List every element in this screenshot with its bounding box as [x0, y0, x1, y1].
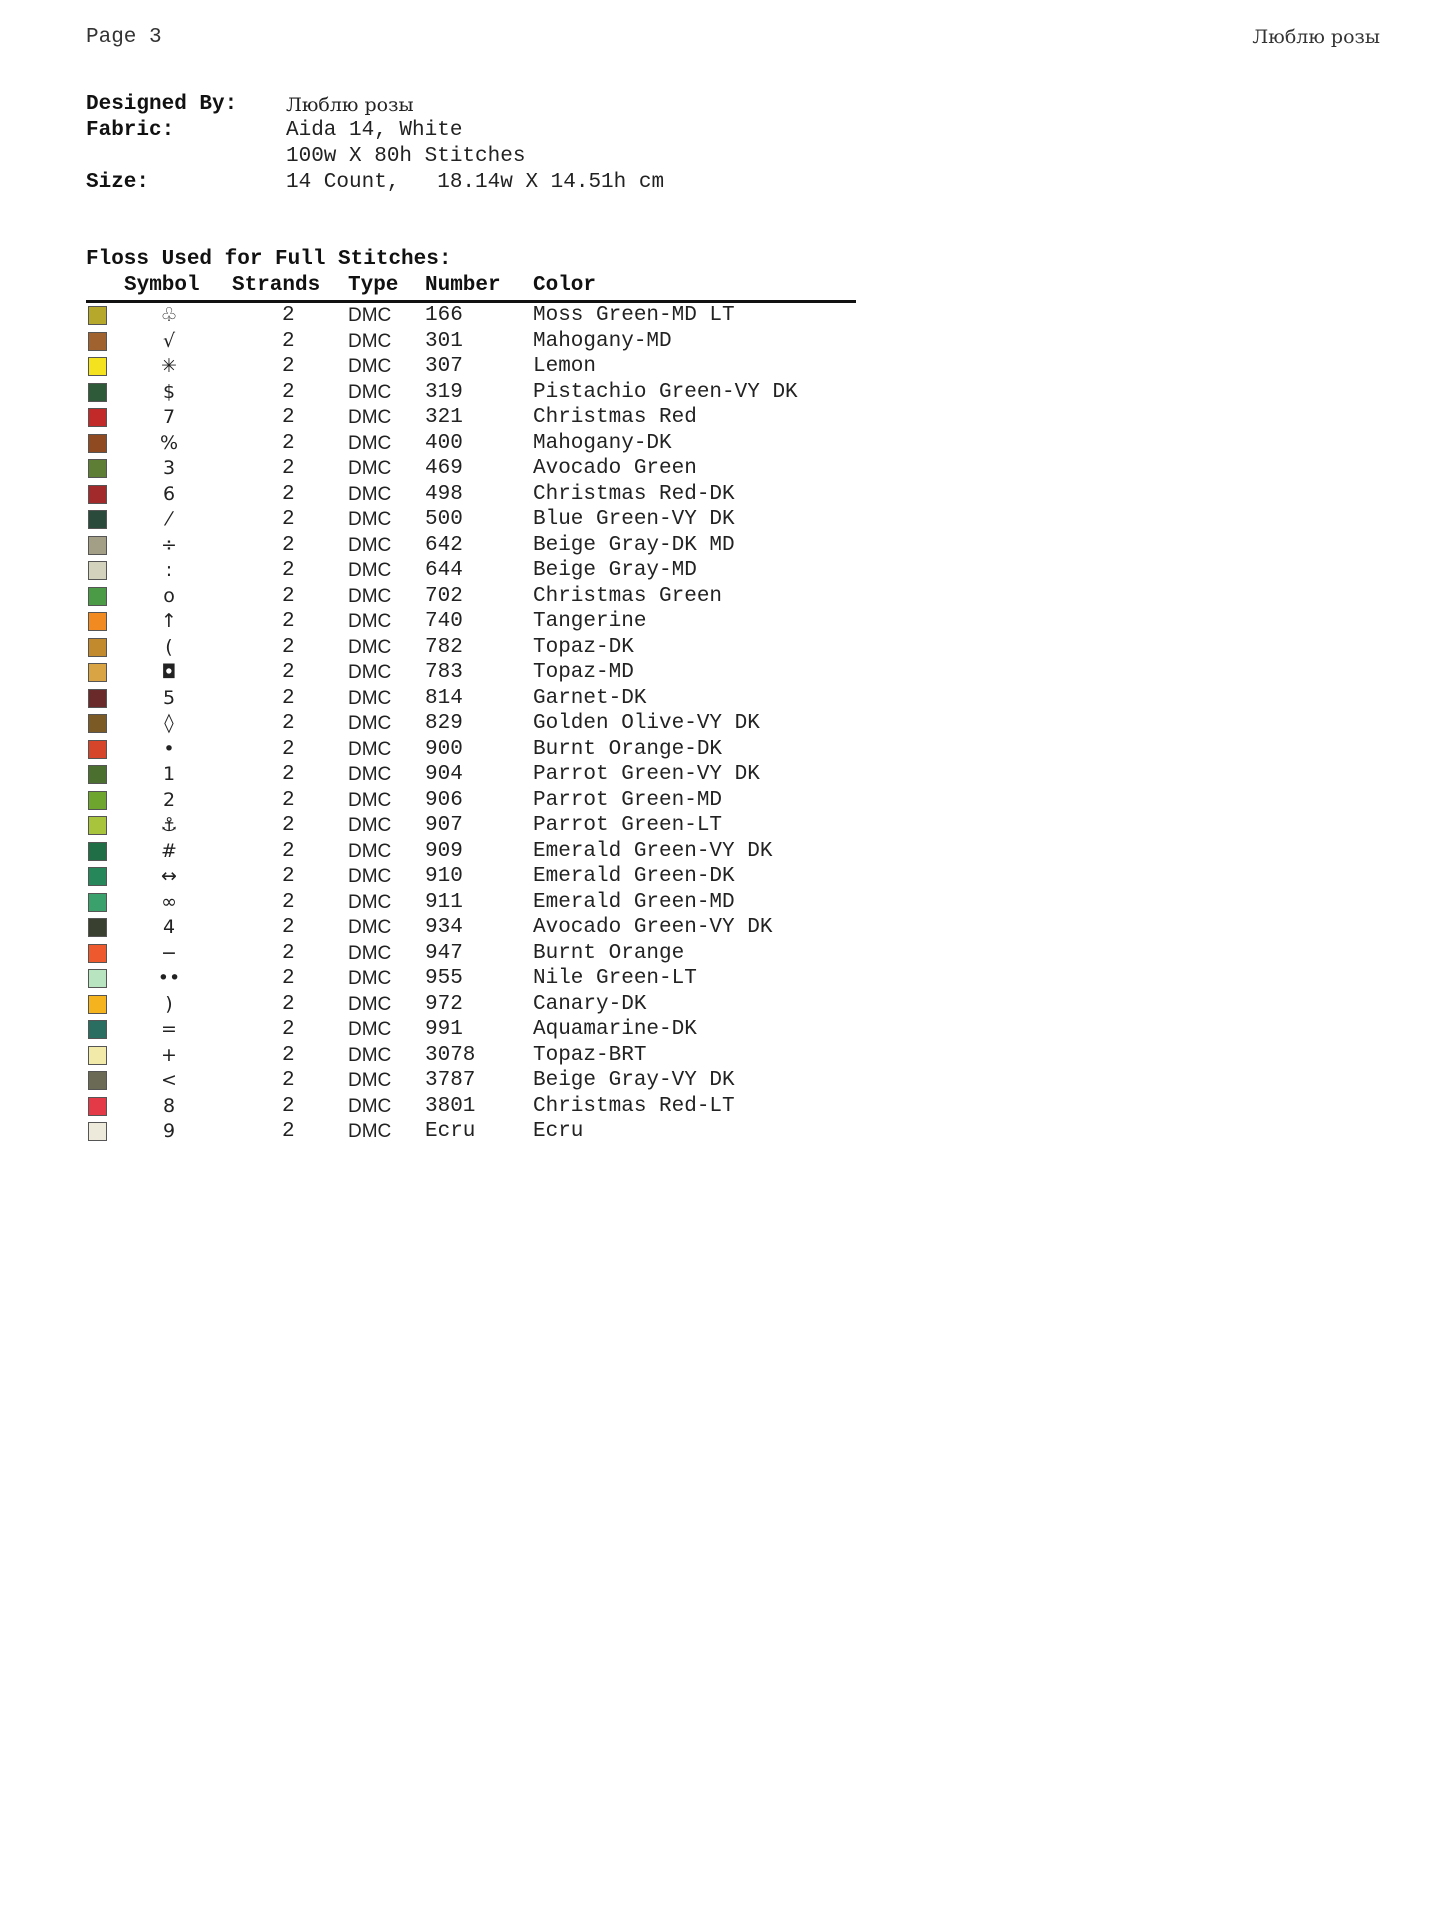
- color-name-cell: Blue Green-VY DK: [533, 508, 735, 531]
- floss-number-cell: 911: [425, 890, 463, 914]
- strands-cell: 2: [282, 533, 295, 557]
- table-row: [86, 966, 856, 992]
- stitch-symbol: 9: [162, 1120, 176, 1142]
- type-cell: DMC: [348, 1095, 392, 1117]
- type-cell: DMC: [348, 789, 392, 811]
- color-swatch: [88, 510, 107, 529]
- stitch-symbol: −: [161, 941, 177, 964]
- type-cell: DMC: [348, 662, 392, 683]
- strands-cell: 2: [282, 304, 295, 327]
- table-row: [86, 941, 856, 967]
- floss-number-cell: 166: [425, 304, 463, 327]
- table-row: [86, 558, 856, 584]
- type-cell: DMC: [348, 407, 392, 428]
- type-cell: DMC: [348, 891, 392, 913]
- type-cell: DMC: [348, 815, 392, 836]
- table-row: [86, 354, 856, 380]
- fabric-row: [86, 118, 664, 144]
- type-cell: DMC: [348, 687, 392, 709]
- color-name-cell: Mahogany-MD: [533, 329, 672, 353]
- color-name-cell: Christmas Red-DK: [533, 482, 735, 506]
- color-swatch: [88, 816, 107, 835]
- stitch-symbol: 4: [162, 916, 176, 938]
- type-cell: DMC: [348, 305, 392, 326]
- strands-cell: 2: [282, 712, 295, 735]
- stitch-symbol: 2: [162, 788, 176, 811]
- table-row: [86, 405, 856, 431]
- color-name-cell: Tangerine: [533, 610, 647, 633]
- table-row: [86, 1043, 856, 1069]
- stitch-symbol: 6: [162, 482, 176, 505]
- strands-cell: 2: [282, 610, 295, 633]
- color-name-cell: Garnet-DK: [533, 686, 647, 710]
- stitch-symbol: √: [162, 329, 176, 352]
- table-row: [86, 839, 856, 865]
- stitch-symbol: ÷: [161, 533, 177, 556]
- floss-number-cell: 740: [425, 610, 463, 633]
- floss-number-cell: Ecru: [425, 1120, 476, 1143]
- color-swatch: [88, 306, 107, 325]
- type-cell: DMC: [348, 585, 392, 607]
- color-swatch: [88, 638, 107, 657]
- color-swatch: [88, 944, 107, 963]
- color-swatch: [88, 1122, 107, 1141]
- floss-number-cell: 909: [425, 839, 463, 863]
- color-name-cell: Moss Green-MD LT: [533, 304, 735, 327]
- floss-number-cell: 829: [425, 712, 463, 735]
- color-swatch: [88, 995, 107, 1014]
- type-cell: DMC: [348, 1070, 392, 1091]
- stitch-symbol: +: [161, 1043, 177, 1066]
- color-name-cell: Christmas Red: [533, 406, 697, 429]
- type-cell: DMC: [348, 942, 392, 964]
- color-name-cell: Ecru: [533, 1120, 584, 1143]
- floss-number-cell: 3787: [425, 1069, 476, 1092]
- color-swatch: [88, 740, 107, 759]
- floss-number-cell: 934: [425, 916, 463, 939]
- table-row: [86, 482, 856, 508]
- color-name-cell: Topaz-MD: [533, 661, 634, 684]
- color-swatch: [88, 1020, 107, 1039]
- strands-cell: 2: [282, 941, 295, 965]
- stitch-symbol: 1: [162, 763, 176, 785]
- strands-cell: 2: [282, 839, 295, 863]
- floss-number-cell: 991: [425, 1018, 463, 1041]
- table-row: [86, 456, 856, 482]
- color-name-cell: Topaz-BRT: [533, 1043, 647, 1067]
- color-name-cell: Golden Olive-VY DK: [533, 712, 760, 735]
- color-name-cell: Pistachio Green-VY DK: [533, 380, 798, 404]
- strands-cell: 2: [282, 788, 295, 812]
- type-cell: DMC: [348, 330, 392, 352]
- table-row: [86, 915, 856, 941]
- floss-number-cell: 3078: [425, 1043, 476, 1067]
- color-swatch: [88, 357, 107, 376]
- page-number: Page 3: [86, 26, 162, 49]
- stitch-symbol: =: [161, 1018, 177, 1040]
- type-cell: DMC: [348, 560, 392, 581]
- table-row: [86, 1017, 856, 1043]
- floss-number-cell: 321: [425, 406, 463, 429]
- stitch-symbol: ⚓: [160, 814, 178, 836]
- table-row: [86, 380, 856, 406]
- color-name-cell: Mahogany-DK: [533, 431, 672, 455]
- table-row: [86, 737, 856, 763]
- size-value: 14 Count, 18.14w X 14.51h cm: [286, 171, 665, 194]
- type-cell: DMC: [348, 1121, 392, 1142]
- floss-number-cell: 907: [425, 814, 463, 837]
- color-swatch: [88, 587, 107, 606]
- table-row: [86, 609, 856, 635]
- color-name-cell: Avocado Green-VY DK: [533, 916, 773, 939]
- table-row: [86, 711, 856, 737]
- strands-cell: 2: [282, 431, 295, 455]
- type-cell: DMC: [348, 611, 392, 632]
- table-row: [86, 686, 856, 712]
- strands-cell: 2: [282, 916, 295, 939]
- type-cell: DMC: [348, 483, 392, 505]
- color-name-cell: Burnt Orange-DK: [533, 737, 723, 761]
- stitch-symbol: <: [161, 1069, 177, 1091]
- floss-number-cell: 814: [425, 686, 463, 710]
- strands-cell: 2: [282, 737, 295, 761]
- stitch-symbol: •: [163, 737, 175, 760]
- color-swatch: [88, 663, 107, 682]
- type-cell: DMC: [348, 993, 392, 1015]
- color-name-cell: Beige Gray-VY DK: [533, 1069, 735, 1092]
- strands-cell: 2: [282, 406, 295, 429]
- strands-cell: 2: [282, 584, 295, 608]
- color-swatch: [88, 434, 107, 453]
- stitch-symbol: ↑: [161, 610, 177, 632]
- color-name-cell: Lemon: [533, 355, 597, 378]
- type-cell: DMC: [348, 1044, 392, 1066]
- strands-cell: 2: [282, 814, 295, 837]
- stitch-symbol: ): [165, 992, 173, 1015]
- size-label: Size:: [86, 171, 150, 194]
- floss-number-cell: 400: [425, 431, 463, 455]
- color-swatch: [88, 536, 107, 555]
- table-row: [86, 1094, 856, 1120]
- floss-number-cell: 782: [425, 635, 463, 659]
- floss-number-cell: 900: [425, 737, 463, 761]
- stitch-symbol: (: [165, 635, 173, 658]
- color-swatch: [88, 1046, 107, 1065]
- strands-cell: 2: [282, 686, 295, 710]
- table-row: [86, 890, 856, 916]
- table-row: [86, 762, 856, 788]
- stitch-symbol: ♧: [160, 304, 178, 326]
- floss-number-cell: 498: [425, 482, 463, 506]
- floss-number-cell: 947: [425, 941, 463, 965]
- strands-cell: 2: [282, 1094, 295, 1118]
- stitch-symbol: 7: [162, 406, 176, 428]
- type-cell: DMC: [348, 432, 392, 454]
- stitch-symbol: ✳: [161, 355, 177, 377]
- stitch-symbol: #: [161, 839, 177, 862]
- floss-number-cell: 904: [425, 763, 463, 786]
- color-name-cell: Emerald Green-DK: [533, 865, 735, 888]
- color-name-cell: Emerald Green-VY DK: [533, 839, 773, 863]
- strands-cell: 2: [282, 635, 295, 659]
- stitch-symbol: ••: [157, 967, 181, 989]
- strands-cell: 2: [282, 1069, 295, 1092]
- strands-cell: 2: [282, 457, 295, 480]
- stitch-symbol: %: [159, 431, 179, 454]
- stitch-symbol: 5: [162, 686, 176, 709]
- fabric-value: Aida 14, White: [286, 119, 463, 142]
- size-row: [86, 170, 664, 196]
- floss-number-cell: 642: [425, 533, 463, 557]
- floss-number-cell: 702: [425, 584, 463, 608]
- stitch-symbol: :: [165, 559, 173, 581]
- table-row: [86, 303, 856, 329]
- color-swatch: [88, 332, 107, 351]
- strands-cell: 2: [282, 380, 295, 404]
- pattern-title: Люблю розы: [1252, 26, 1380, 48]
- strands-cell: 2: [282, 559, 295, 582]
- strands-cell: 2: [282, 508, 295, 531]
- strands-cell: 2: [282, 865, 295, 888]
- color-swatch: [88, 689, 107, 708]
- stitches-row: [86, 144, 664, 170]
- stitch-symbol: 8: [162, 1094, 176, 1117]
- color-name-cell: Nile Green-LT: [533, 967, 697, 990]
- column-header-symbol: Symbol: [124, 274, 200, 297]
- color-swatch: [88, 612, 107, 631]
- type-cell: DMC: [348, 738, 392, 760]
- color-swatch: [88, 791, 107, 810]
- floss-number-cell: 972: [425, 992, 463, 1016]
- type-cell: DMC: [348, 534, 392, 556]
- color-swatch: [88, 1071, 107, 1090]
- floss-table: [86, 274, 856, 1145]
- table-row: [86, 813, 856, 839]
- strands-cell: 2: [282, 355, 295, 378]
- table-row: [86, 431, 856, 457]
- color-swatch: [88, 867, 107, 886]
- color-name-cell: Aquamarine-DK: [533, 1018, 697, 1041]
- color-name-cell: Christmas Red-LT: [533, 1094, 735, 1118]
- column-header-type: Type: [348, 274, 399, 297]
- column-header-color: Color: [533, 274, 597, 297]
- table-row: [86, 992, 856, 1018]
- table-row: [86, 635, 856, 661]
- stitch-symbol: 3: [162, 457, 176, 479]
- color-name-cell: Beige Gray-DK MD: [533, 533, 735, 557]
- stitch-symbol: ◊: [164, 712, 174, 734]
- type-cell: DMC: [348, 713, 392, 734]
- table-row: [86, 1068, 856, 1094]
- color-swatch: [88, 561, 107, 580]
- floss-number-cell: 3801: [425, 1094, 476, 1118]
- stitch-symbol: ◘: [161, 661, 177, 683]
- type-cell: DMC: [348, 866, 392, 887]
- floss-number-cell: 906: [425, 788, 463, 812]
- color-swatch: [88, 714, 107, 733]
- color-swatch: [88, 408, 107, 427]
- strands-cell: 2: [282, 1120, 295, 1143]
- color-name-cell: Topaz-DK: [533, 635, 634, 659]
- color-name-cell: Canary-DK: [533, 992, 647, 1016]
- color-name-cell: Parrot Green-VY DK: [533, 763, 760, 786]
- color-name-cell: Parrot Green-LT: [533, 814, 723, 837]
- table-row: [86, 660, 856, 686]
- strands-cell: 2: [282, 967, 295, 990]
- floss-section-title: Floss Used for Full Stitches:: [86, 248, 452, 271]
- type-cell: DMC: [348, 1019, 392, 1040]
- stitch-symbol: $: [162, 380, 176, 403]
- type-cell: DMC: [348, 509, 392, 530]
- table-row: [86, 329, 856, 355]
- color-swatch: [88, 1097, 107, 1116]
- strands-cell: 2: [282, 482, 295, 506]
- type-cell: DMC: [348, 840, 392, 862]
- floss-number-cell: 469: [425, 457, 463, 480]
- stitch-symbol: ∞: [161, 890, 177, 913]
- strands-cell: 2: [282, 1018, 295, 1041]
- color-name-cell: Emerald Green-MD: [533, 890, 735, 914]
- stitch-symbol: ↔: [161, 865, 177, 887]
- stitches-label-spacer: [86, 144, 286, 170]
- table-row: [86, 788, 856, 814]
- color-swatch: [88, 918, 107, 937]
- strands-cell: 2: [282, 329, 295, 353]
- table-row: [86, 584, 856, 610]
- designed-by-row: [86, 92, 664, 118]
- column-header-number: Number: [425, 274, 501, 297]
- stitches-value: 100w X 80h Stitches: [286, 145, 526, 168]
- color-swatch: [88, 969, 107, 988]
- type-cell: DMC: [348, 381, 392, 403]
- stitch-symbol: o: [163, 584, 175, 607]
- floss-number-cell: 955: [425, 967, 463, 990]
- color-name-cell: Parrot Green-MD: [533, 788, 723, 812]
- color-name-cell: Burnt Orange: [533, 941, 685, 965]
- color-swatch: [88, 842, 107, 861]
- type-cell: DMC: [348, 968, 392, 989]
- table-row: [86, 1119, 856, 1145]
- color-swatch: [88, 893, 107, 912]
- strands-cell: 2: [282, 992, 295, 1016]
- type-cell: DMC: [348, 764, 392, 785]
- floss-number-cell: 783: [425, 661, 463, 684]
- stitch-symbol: ⁄: [167, 508, 171, 530]
- type-cell: DMC: [348, 458, 392, 479]
- floss-number-cell: 319: [425, 380, 463, 404]
- floss-number-cell: 910: [425, 865, 463, 888]
- floss-number-cell: 307: [425, 355, 463, 378]
- pattern-info: [86, 92, 664, 196]
- table-row: [86, 533, 856, 559]
- type-cell: DMC: [348, 356, 392, 377]
- type-cell: DMC: [348, 636, 392, 658]
- color-swatch: [88, 459, 107, 478]
- color-name-cell: Beige Gray-MD: [533, 559, 697, 582]
- strands-cell: 2: [282, 890, 295, 914]
- color-name-cell: Christmas Green: [533, 584, 723, 608]
- color-swatch: [88, 383, 107, 402]
- strands-cell: 2: [282, 1043, 295, 1067]
- floss-number-cell: 500: [425, 508, 463, 531]
- fabric-label: Fabric:: [86, 119, 175, 142]
- floss-number-cell: 301: [425, 329, 463, 353]
- floss-table-body: [86, 303, 856, 1145]
- type-cell: DMC: [348, 917, 392, 938]
- designed-by-value: Люблю розы: [286, 94, 414, 116]
- color-swatch: [88, 765, 107, 784]
- floss-number-cell: 644: [425, 559, 463, 582]
- color-name-cell: Avocado Green: [533, 457, 697, 480]
- strands-cell: 2: [282, 763, 295, 786]
- color-swatch: [88, 485, 107, 504]
- designed-by-label: Designed By:: [86, 93, 238, 116]
- table-row: [86, 507, 856, 533]
- table-row: [86, 864, 856, 890]
- floss-table-header: [86, 274, 856, 303]
- strands-cell: 2: [282, 661, 295, 684]
- column-header-strands: Strands: [232, 274, 321, 297]
